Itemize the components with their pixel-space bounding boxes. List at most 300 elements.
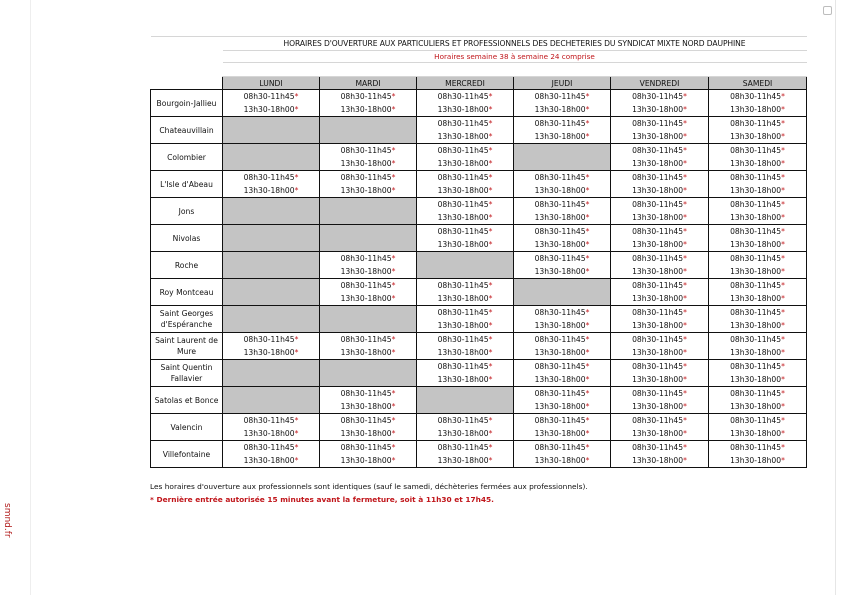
afternoon-time: 13h30-18h00 — [437, 240, 489, 249]
afternoon-time: 13h30-18h00 — [632, 186, 684, 195]
opening-hours-cell — [709, 225, 807, 252]
opening-hours-cell — [417, 144, 514, 171]
opening-hours-cell — [709, 414, 807, 441]
morning-hours — [611, 279, 708, 292]
page-edge-left — [30, 0, 31, 595]
opening-hours-cell — [611, 171, 709, 198]
morning-time: 08h30-11h45 — [632, 281, 684, 290]
opening-hours-cell — [514, 360, 611, 387]
town-name: Jons — [151, 198, 223, 225]
asterisk-mark: * — [781, 416, 785, 425]
professional-note: Les horaires d'ouverture aux professionnels sont identiques (sauf le samedi, déchèteries fermées aux professionnels). — [150, 482, 588, 491]
asterisk-mark: * — [683, 173, 687, 182]
asterisk-mark: * — [683, 92, 687, 101]
asterisk-mark: * — [781, 227, 785, 236]
asterisk-mark: * — [585, 416, 590, 425]
closed-cell — [320, 198, 417, 225]
afternoon-hours — [611, 157, 708, 170]
opening-hours-cell — [514, 414, 611, 441]
asterisk-mark: * — [488, 416, 493, 425]
asterisk-mark: * — [585, 321, 590, 330]
morning-time: 08h30-11h45 — [730, 308, 782, 317]
afternoon-time: 13h30-18h00 — [437, 186, 489, 195]
afternoon-time: 13h30-18h00 — [632, 321, 684, 330]
table-row — [151, 144, 807, 171]
asterisk-mark: * — [294, 443, 299, 452]
asterisk-mark: * — [488, 200, 493, 209]
asterisk-mark: * — [781, 132, 785, 141]
morning-time: 08h30-11h45 — [243, 173, 295, 182]
morning-time: 08h30-11h45 — [632, 416, 684, 425]
morning-hours — [417, 333, 513, 346]
morning-time: 08h30-11h45 — [730, 281, 782, 290]
morning-time: 08h30-11h45 — [632, 389, 684, 398]
afternoon-time: 13h30-18h00 — [437, 348, 489, 357]
afternoon-hours — [611, 130, 708, 143]
morning-hours — [417, 198, 513, 211]
morning-hours — [514, 225, 610, 238]
asterisk-mark: * — [488, 132, 493, 141]
afternoon-time: 13h30-18h00 — [534, 240, 586, 249]
asterisk-mark: * — [683, 375, 687, 384]
afternoon-hours — [320, 400, 416, 413]
opening-hours-cell — [320, 279, 417, 306]
corner-mark — [823, 6, 832, 15]
asterisk-mark: * — [683, 146, 687, 155]
asterisk-mark: * — [781, 105, 785, 114]
asterisk-mark: * — [585, 200, 590, 209]
morning-hours — [320, 414, 416, 427]
morning-time: 08h30-11h45 — [730, 92, 782, 101]
afternoon-time: 13h30-18h00 — [243, 186, 295, 195]
asterisk-mark: * — [488, 227, 493, 236]
morning-time: 08h30-11h45 — [243, 335, 295, 344]
asterisk-mark: * — [294, 456, 299, 465]
asterisk-mark: * — [488, 213, 493, 222]
asterisk-mark: * — [781, 186, 785, 195]
afternoon-time: 13h30-18h00 — [730, 402, 782, 411]
morning-time: 08h30-11h45 — [340, 335, 392, 344]
afternoon-hours — [611, 319, 708, 332]
afternoon-time: 13h30-18h00 — [534, 105, 586, 114]
closed-cell — [223, 279, 320, 306]
morning-hours — [514, 252, 610, 265]
afternoon-hours — [709, 103, 806, 116]
asterisk-mark: * — [585, 227, 590, 236]
asterisk-mark: * — [488, 92, 493, 101]
asterisk-mark: * — [683, 348, 687, 357]
opening-hours-cell — [514, 387, 611, 414]
asterisk-mark: * — [683, 308, 687, 317]
asterisk-mark: * — [488, 429, 493, 438]
afternoon-hours — [417, 427, 513, 440]
asterisk-mark: * — [488, 348, 493, 357]
afternoon-time: 13h30-18h00 — [730, 348, 782, 357]
morning-time: 08h30-11h45 — [730, 443, 782, 452]
afternoon-hours — [709, 400, 806, 413]
morning-time: 08h30-11h45 — [437, 335, 489, 344]
morning-hours — [417, 306, 513, 319]
town-name: Bourgoin-Jallieu — [151, 90, 223, 117]
afternoon-time: 13h30-18h00 — [730, 456, 782, 465]
asterisk-mark: * — [585, 443, 590, 452]
afternoon-hours — [611, 454, 708, 467]
afternoon-time: 13h30-18h00 — [340, 348, 392, 357]
asterisk-mark: * — [781, 402, 785, 411]
asterisk-mark: * — [391, 389, 396, 398]
asterisk-mark: * — [488, 294, 493, 303]
opening-hours-cell — [709, 441, 807, 468]
afternoon-hours — [611, 238, 708, 251]
opening-hours-cell — [611, 252, 709, 279]
morning-hours — [223, 441, 319, 454]
morning-time: 08h30-11h45 — [437, 281, 489, 290]
asterisk-mark: * — [585, 213, 590, 222]
asterisk-mark: * — [488, 146, 493, 155]
asterisk-mark: * — [781, 159, 785, 168]
opening-hours-cell — [514, 333, 611, 360]
asterisk-mark: * — [781, 213, 785, 222]
page-subtitle: Horaires semaine 38 à semaine 24 comprise — [223, 51, 807, 63]
afternoon-time: 13h30-18h00 — [632, 267, 684, 276]
closed-cell — [320, 360, 417, 387]
opening-hours-cell — [611, 279, 709, 306]
asterisk-mark: * — [683, 416, 687, 425]
morning-hours — [611, 225, 708, 238]
title-spacer — [151, 37, 223, 51]
opening-hours-cell — [709, 171, 807, 198]
opening-hours-cell — [611, 198, 709, 225]
morning-time: 08h30-11h45 — [632, 146, 684, 155]
morning-time: 08h30-11h45 — [340, 443, 392, 452]
afternoon-time: 13h30-18h00 — [437, 294, 489, 303]
morning-time: 08h30-11h45 — [340, 416, 392, 425]
table-row — [151, 117, 807, 144]
morning-hours — [320, 279, 416, 292]
opening-hours-cell — [320, 171, 417, 198]
afternoon-hours — [514, 400, 610, 413]
afternoon-hours — [417, 211, 513, 224]
morning-time: 08h30-11h45 — [632, 92, 684, 101]
asterisk-mark: * — [683, 240, 687, 249]
afternoon-time: 13h30-18h00 — [632, 105, 684, 114]
morning-hours — [320, 252, 416, 265]
closed-cell — [223, 252, 320, 279]
afternoon-hours — [514, 373, 610, 386]
morning-time: 08h30-11h45 — [632, 335, 684, 344]
morning-hours — [611, 171, 708, 184]
afternoon-hours — [514, 319, 610, 332]
morning-hours — [514, 117, 610, 130]
morning-hours — [417, 441, 513, 454]
afternoon-time: 13h30-18h00 — [243, 105, 295, 114]
opening-hours-cell — [709, 333, 807, 360]
schedule-table — [150, 36, 807, 468]
asterisk-mark: * — [683, 389, 687, 398]
asterisk-mark: * — [683, 213, 687, 222]
afternoon-time: 13h30-18h00 — [730, 240, 782, 249]
morning-hours — [320, 333, 416, 346]
closed-cell — [223, 306, 320, 333]
asterisk-mark: * — [488, 119, 493, 128]
asterisk-mark: * — [488, 308, 493, 317]
asterisk-mark: * — [488, 186, 493, 195]
morning-time: 08h30-11h45 — [437, 227, 489, 236]
asterisk-mark: * — [391, 92, 396, 101]
asterisk-mark: * — [585, 105, 590, 114]
morning-time: 08h30-11h45 — [534, 335, 586, 344]
afternoon-hours — [611, 265, 708, 278]
morning-hours — [417, 117, 513, 130]
asterisk-mark: * — [683, 362, 687, 371]
afternoon-time: 13h30-18h00 — [243, 429, 295, 438]
asterisk-mark: * — [683, 321, 687, 330]
morning-hours — [709, 279, 806, 292]
opening-hours-cell — [417, 225, 514, 252]
table-row — [151, 414, 807, 441]
afternoon-hours — [320, 427, 416, 440]
morning-time: 08h30-11h45 — [534, 443, 586, 452]
morning-time: 08h30-11h45 — [437, 416, 489, 425]
afternoon-hours — [223, 454, 319, 467]
table-row — [151, 441, 807, 468]
morning-hours — [514, 441, 610, 454]
morning-time: 08h30-11h45 — [730, 119, 782, 128]
afternoon-time: 13h30-18h00 — [632, 213, 684, 222]
morning-hours — [709, 252, 806, 265]
closed-cell — [320, 225, 417, 252]
table-row — [151, 333, 807, 360]
morning-time: 08h30-11h45 — [730, 335, 782, 344]
table-row — [151, 306, 807, 333]
afternoon-time: 13h30-18h00 — [534, 375, 586, 384]
asterisk-mark: * — [585, 186, 590, 195]
morning-time: 08h30-11h45 — [437, 173, 489, 182]
closed-cell — [223, 144, 320, 171]
afternoon-time: 13h30-18h00 — [534, 267, 586, 276]
morning-time: 08h30-11h45 — [730, 173, 782, 182]
asterisk-mark: * — [585, 456, 590, 465]
asterisk-mark: * — [585, 348, 590, 357]
afternoon-time: 13h30-18h00 — [632, 132, 684, 141]
town-name: Valencin — [151, 414, 223, 441]
morning-time: 08h30-11h45 — [340, 146, 392, 155]
town-name: Roy Montceau — [151, 279, 223, 306]
asterisk-mark: * — [294, 173, 299, 182]
morning-time: 08h30-11h45 — [534, 173, 586, 182]
town-name: Roche — [151, 252, 223, 279]
asterisk-mark: * — [781, 92, 785, 101]
asterisk-mark: * — [683, 281, 687, 290]
day-header-lundi: LUNDI — [223, 77, 320, 90]
morning-hours — [611, 387, 708, 400]
morning-time: 08h30-11h45 — [437, 443, 489, 452]
morning-hours — [709, 90, 806, 103]
afternoon-time: 13h30-18h00 — [632, 402, 684, 411]
opening-hours-cell — [709, 198, 807, 225]
afternoon-hours — [611, 211, 708, 224]
asterisk-mark: * — [683, 159, 687, 168]
afternoon-hours — [514, 427, 610, 440]
afternoon-hours — [514, 238, 610, 251]
side-mark: smnd.fr — [2, 503, 12, 538]
morning-hours — [611, 360, 708, 373]
afternoon-time: 13h30-18h00 — [340, 186, 392, 195]
morning-time: 08h30-11h45 — [534, 254, 586, 263]
asterisk-mark: * — [781, 240, 785, 249]
asterisk-mark: * — [683, 402, 687, 411]
asterisk-mark: * — [585, 308, 590, 317]
asterisk-mark: * — [683, 254, 687, 263]
morning-hours — [709, 360, 806, 373]
afternoon-time: 13h30-18h00 — [632, 159, 684, 168]
opening-hours-cell — [320, 441, 417, 468]
afternoon-time: 13h30-18h00 — [243, 456, 295, 465]
morning-hours — [514, 198, 610, 211]
opening-hours-cell — [320, 414, 417, 441]
morning-hours — [417, 90, 513, 103]
morning-time: 08h30-11h45 — [632, 227, 684, 236]
asterisk-mark: * — [391, 281, 396, 290]
opening-hours-cell — [223, 333, 320, 360]
asterisk-mark: * — [781, 429, 785, 438]
morning-hours — [709, 306, 806, 319]
closed-cell — [320, 306, 417, 333]
opening-hours-cell — [611, 387, 709, 414]
afternoon-hours — [223, 346, 319, 359]
morning-hours — [320, 441, 416, 454]
afternoon-time: 13h30-18h00 — [437, 105, 489, 114]
afternoon-hours — [320, 157, 416, 170]
afternoon-time: 13h30-18h00 — [632, 294, 684, 303]
asterisk-mark: * — [585, 389, 590, 398]
afternoon-hours — [709, 346, 806, 359]
morning-hours — [709, 171, 806, 184]
afternoon-time: 13h30-18h00 — [730, 375, 782, 384]
afternoon-hours — [320, 184, 416, 197]
asterisk-mark: * — [585, 254, 590, 263]
table-row — [151, 198, 807, 225]
opening-hours-cell — [514, 90, 611, 117]
afternoon-hours — [417, 319, 513, 332]
opening-hours-cell — [514, 198, 611, 225]
morning-time: 08h30-11h45 — [340, 254, 392, 263]
afternoon-hours — [320, 454, 416, 467]
closed-cell — [223, 360, 320, 387]
page-edge-right — [835, 0, 836, 595]
asterisk-mark: * — [585, 429, 590, 438]
morning-time: 08h30-11h45 — [632, 200, 684, 209]
day-header-samedi: SAMEDI — [709, 77, 807, 90]
morning-time: 08h30-11h45 — [632, 308, 684, 317]
opening-hours-cell — [417, 414, 514, 441]
afternoon-time: 13h30-18h00 — [340, 294, 392, 303]
morning-hours — [223, 90, 319, 103]
morning-hours — [611, 90, 708, 103]
asterisk-mark: * — [781, 335, 785, 344]
asterisk-mark: * — [488, 443, 493, 452]
afternoon-time: 13h30-18h00 — [243, 348, 295, 357]
morning-time: 08h30-11h45 — [730, 146, 782, 155]
morning-hours — [709, 144, 806, 157]
afternoon-time: 13h30-18h00 — [340, 105, 392, 114]
asterisk-mark: * — [781, 348, 785, 357]
asterisk-mark: * — [294, 348, 299, 357]
afternoon-time: 13h30-18h00 — [632, 375, 684, 384]
afternoon-hours — [417, 184, 513, 197]
opening-hours-cell — [514, 171, 611, 198]
morning-hours — [514, 306, 610, 319]
asterisk-mark: * — [391, 402, 396, 411]
closed-cell — [514, 279, 611, 306]
opening-hours-cell — [417, 306, 514, 333]
opening-hours-cell — [223, 414, 320, 441]
morning-time: 08h30-11h45 — [730, 254, 782, 263]
closed-cell — [223, 225, 320, 252]
asterisk-mark: * — [585, 240, 590, 249]
afternoon-time: 13h30-18h00 — [534, 321, 586, 330]
day-header-mardi: MARDI — [320, 77, 417, 90]
morning-time: 08h30-11h45 — [534, 119, 586, 128]
morning-time: 08h30-11h45 — [437, 119, 489, 128]
day-header-jeudi: JEUDI — [514, 77, 611, 90]
afternoon-hours — [611, 184, 708, 197]
town-name: Nivolas — [151, 225, 223, 252]
opening-hours-cell — [223, 171, 320, 198]
morning-hours — [223, 414, 319, 427]
asterisk-mark: * — [391, 186, 396, 195]
afternoon-hours — [223, 184, 319, 197]
afternoon-time: 13h30-18h00 — [632, 429, 684, 438]
asterisk-mark: * — [781, 294, 785, 303]
last-entry-warning: * Dernière entrée autorisée 15 minutes avant la fermeture, soit à 11h30 et 17h45. — [150, 495, 494, 504]
morning-hours — [417, 225, 513, 238]
afternoon-hours — [417, 454, 513, 467]
asterisk-mark: * — [488, 335, 493, 344]
afternoon-hours — [611, 103, 708, 116]
morning-hours — [417, 144, 513, 157]
morning-time: 08h30-11h45 — [437, 146, 489, 155]
asterisk-mark: * — [585, 335, 590, 344]
opening-hours-cell — [417, 279, 514, 306]
morning-time: 08h30-11h45 — [730, 200, 782, 209]
header-gap — [223, 63, 807, 77]
opening-hours-cell — [514, 252, 611, 279]
asterisk-mark: * — [781, 119, 785, 128]
morning-time: 08h30-11h45 — [632, 362, 684, 371]
afternoon-time: 13h30-18h00 — [340, 402, 392, 411]
asterisk-mark: * — [683, 119, 687, 128]
afternoon-hours — [417, 238, 513, 251]
morning-hours — [320, 144, 416, 157]
page-title: HORAIRES D'OUVERTURE AUX PARTICULIERS ET PROFESSIONNELS DES DECHETERIES DU SYNDICAT MIXTE NORD DAUPHINE — [223, 37, 807, 51]
asterisk-mark: * — [683, 200, 687, 209]
afternoon-hours — [417, 373, 513, 386]
town-name: Satolas et Bonce — [151, 387, 223, 414]
town-name: Villefontaine — [151, 441, 223, 468]
day-header-vendredi: VENDREDI — [611, 77, 709, 90]
morning-hours — [611, 306, 708, 319]
asterisk-mark: * — [781, 456, 785, 465]
opening-hours-cell — [417, 171, 514, 198]
asterisk-mark: * — [391, 173, 396, 182]
afternoon-hours — [514, 211, 610, 224]
asterisk-mark: * — [781, 389, 785, 398]
afternoon-hours — [709, 319, 806, 332]
morning-time: 08h30-11h45 — [534, 389, 586, 398]
morning-hours — [223, 333, 319, 346]
asterisk-mark: * — [391, 416, 396, 425]
